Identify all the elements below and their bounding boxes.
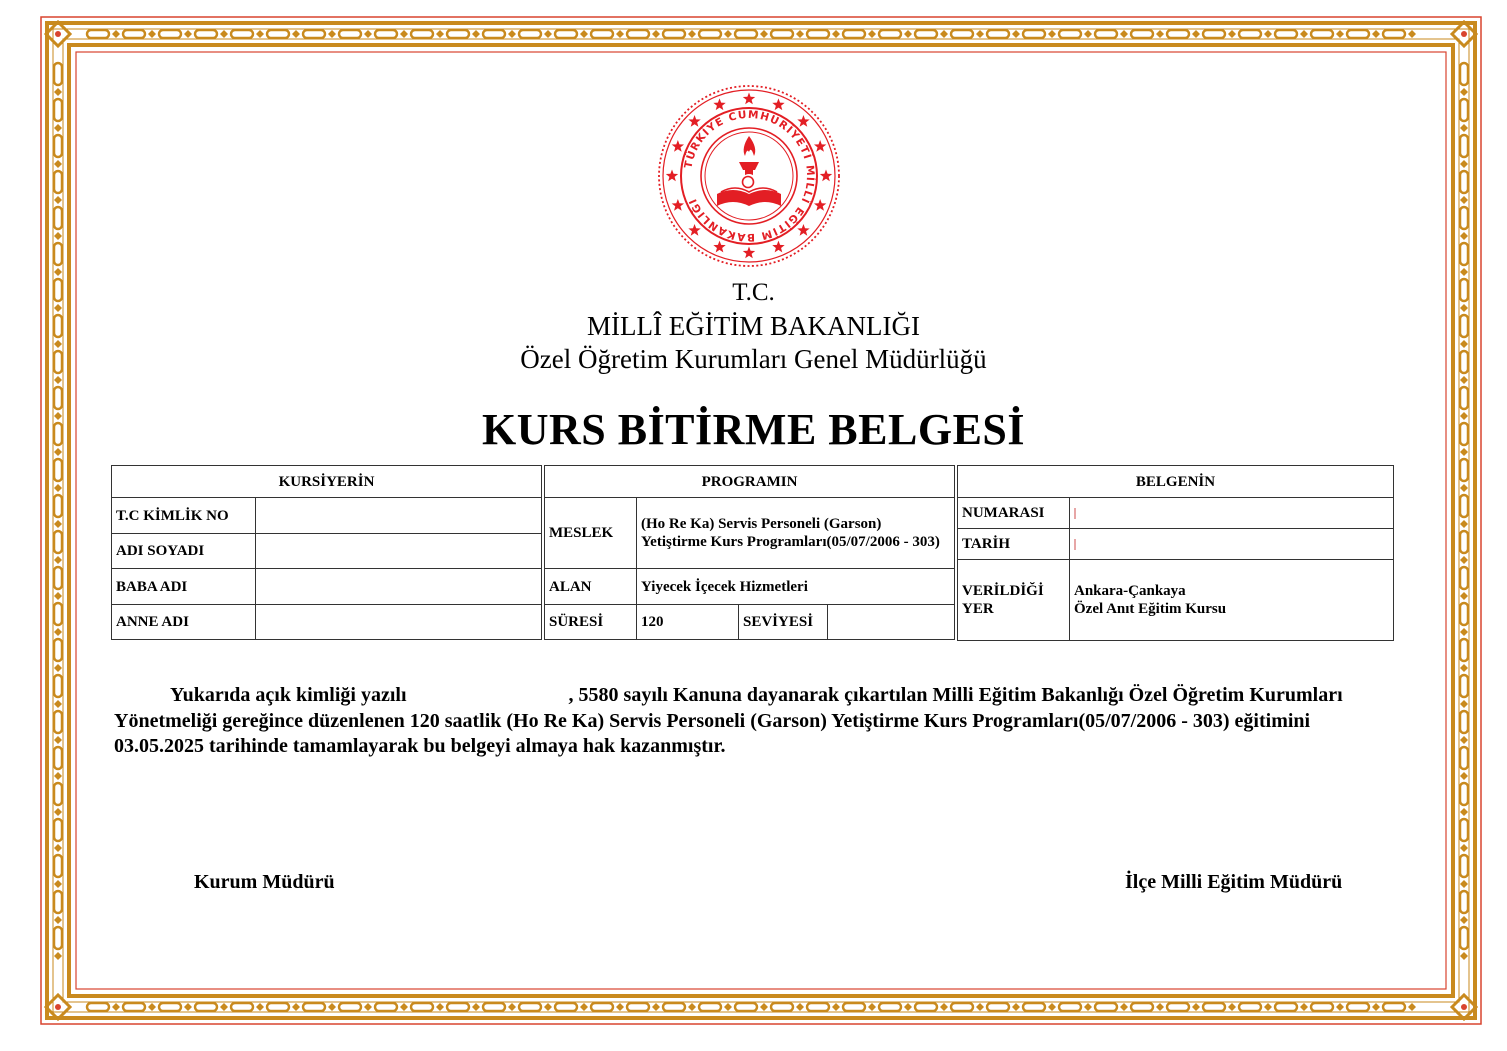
trainee-heading: KURSİYERİN (112, 466, 542, 498)
alan-label: ALAN (545, 569, 637, 605)
emblem-ring-text: TÜRKİYE CUMHURİYETİ MİLLÎ EĞİTİM BAKANLIĞI (682, 108, 817, 244)
father-name-label: BABA ADI (112, 569, 256, 605)
date-label: TARİH (958, 529, 1070, 560)
header-ministry: MİLLÎ EĞİTİM BAKANLIĞI (587, 311, 920, 341)
date-value (1070, 529, 1394, 560)
trainee-table (111, 465, 542, 640)
document-title: KURS BİTİRME BELGESİ (481, 405, 1026, 454)
suresi-label: SÜRESİ (545, 605, 637, 640)
program-heading: PROGRAMIN (545, 466, 955, 498)
name-label: ADI SOYADI (112, 534, 256, 569)
ministry-emblem-seal (655, 82, 843, 270)
number-value (1070, 498, 1394, 529)
issue-place-line-2: Özel Anıt Eğitim Kursu (1074, 601, 1227, 617)
signature-institution-director: Kurum Müdürü (194, 871, 335, 893)
header-directorate: Özel Öğretim Kurumları Genel Müdürlüğü (520, 344, 987, 374)
header-tc: T.C. (732, 279, 775, 306)
meslek-label: MESLEK (545, 498, 637, 569)
program-table (544, 465, 955, 640)
alan-value: Yiyecek İçecek Hizmetleri (637, 569, 955, 605)
father-name-value (256, 569, 542, 605)
seviyesi-value (828, 605, 955, 640)
tc-no-value (256, 498, 542, 534)
meslek-value: (Ho Re Ka) Servis Personeli (Garson) Yetiştirme Kurs Programları(05/07/2006 - 303) (637, 498, 955, 569)
number-label: NUMARASI (958, 498, 1070, 529)
seviyesi-label: SEVİYESİ (739, 605, 828, 640)
tc-no-label: T.C KİMLİK NO (112, 498, 256, 534)
certificate-table (957, 465, 1394, 641)
signature-district-director: İlçe Milli Eğitim Müdürü (1125, 871, 1343, 893)
certificate-statement (114, 683, 1394, 760)
suresi-value: 120 (637, 605, 739, 640)
issue-place-label: VERİLDİĞİ YER (958, 560, 1070, 641)
mother-name-label: ANNE ADI (112, 605, 256, 640)
certificate-heading: BELGENİN (958, 466, 1394, 498)
issue-place-value (1070, 560, 1394, 641)
name-value (256, 534, 542, 569)
statement-part-1: Yukarıda açık kimliği yazılı (170, 684, 407, 706)
mother-name-value (256, 605, 542, 640)
statement-part-2: , 5580 sayılı Kanuna dayanarak çıkartılan Milli Eğitim Bakanlığı Özel Öğretim Kurumları Yönetmeliği gereğince düzenlenen 120 saatlik (Ho Re Ka) Servis Personeli (Garson) Yetiştirme Kurs Programları(05/07/2006 - 303) eğitimini 03.05.2025 tarihinde tamamlayarak bu belgeyi almaya hak kazanmıştır. (114, 684, 1343, 757)
issue-place-line-1: Ankara-Çankaya (1074, 583, 1186, 599)
